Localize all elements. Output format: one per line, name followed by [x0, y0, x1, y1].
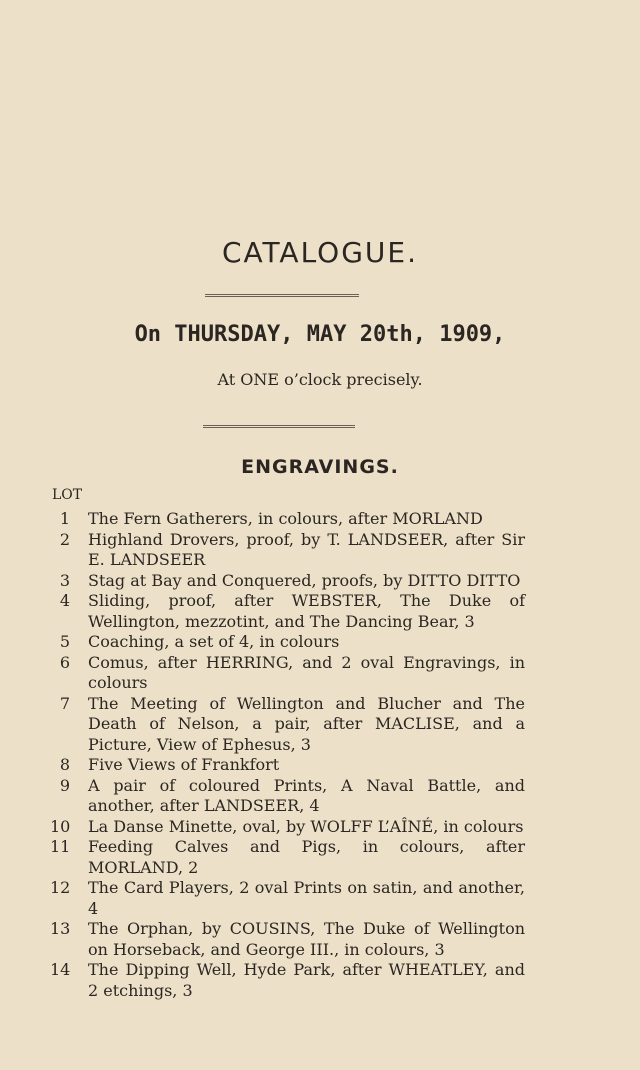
- lot-description: Feeding Calves and Pigs, in colours, after MORLAND, 2: [88, 837, 525, 877]
- lot-number: 10: [50, 816, 71, 836]
- lot-item: [50, 878, 525, 919]
- lot-list: [50, 509, 525, 1001]
- lot-description: The Card Players, 2 oval Prints on satin, and another, 4: [88, 878, 525, 918]
- lot-item: [50, 960, 525, 1001]
- lot-item: [50, 755, 525, 776]
- lot-number: 5: [59, 632, 70, 651]
- sale-date: On THURSDAY, MAY 20th, 1909,: [134, 322, 506, 347]
- lot-description: Stag at Bay and Conquered, proofs, by DITTO DITTO: [88, 570, 521, 590]
- lot-number: 3: [59, 570, 70, 590]
- section-rule: [203, 425, 355, 428]
- lot-number: 8: [59, 755, 70, 774]
- lot-description: La Danse Minette, oval, by WOLFF L’AÎNÉ, in colours: [88, 816, 524, 836]
- section-heading: ENGRAVINGS.: [241, 456, 399, 478]
- lot-description: The Orphan, by COUSINS, The Duke of Wellington on Horseback, and George III., in colours, 3: [88, 919, 525, 959]
- lot-column-label: LOT: [52, 487, 83, 503]
- lot-item: [50, 509, 525, 530]
- lot-description: The Meeting of Wellington and Blucher and The Death of Nelson, a pair, after MACLISE, and a Picture, View of Ephesus, 3: [88, 693, 525, 754]
- lot-item: [50, 653, 525, 694]
- lot-item: [50, 571, 525, 592]
- lot-number: 1: [59, 509, 70, 528]
- lot-number: 12: [50, 878, 71, 897]
- lot-number: 7: [59, 693, 70, 713]
- lot-description: The Dipping Well, Hyde Park, after WHEATLEY, and 2 etchings, 3: [88, 960, 525, 1000]
- lot-item: [50, 837, 525, 878]
- lot-description: Five Views of Frankfort: [88, 755, 280, 774]
- lot-item: [50, 776, 525, 817]
- lot-description: Coaching, a set of 4, in colours: [88, 632, 340, 651]
- lot-item: [50, 919, 525, 960]
- lot-number: 6: [59, 652, 70, 672]
- lot-number: 4: [59, 591, 70, 610]
- lot-description: Sliding, proof, after WEBSTER, The Duke of Wellington, mezzotint, and The Dancing Bear, 3: [88, 591, 525, 631]
- lot-item: [50, 817, 525, 838]
- sale-time: At ONE o’clock precisely.: [217, 370, 423, 389]
- lot-item: [50, 591, 525, 632]
- lot-number: 13: [50, 919, 71, 938]
- lot-description: A pair of coloured Prints, A Naval Battle, and another, after LANDSEER, 4: [88, 775, 525, 815]
- lot-item: [50, 694, 525, 756]
- lot-number: 9: [59, 775, 70, 795]
- lot-item: [50, 632, 525, 653]
- lot-number: 2: [59, 529, 70, 549]
- title-rule: [205, 294, 359, 297]
- lot-description: The Fern Gatherers, in colours, after MORLAND: [88, 509, 483, 528]
- lot-number: 14: [50, 960, 71, 979]
- lot-number: 11: [50, 837, 71, 856]
- lot-item: [50, 530, 525, 571]
- lot-description: Highland Drovers, proof, by T. LANDSEER, after Sir E. LANDSEER: [88, 529, 525, 569]
- catalogue-title: CATALOGUE.: [221, 236, 419, 269]
- lot-description: Comus, after HERRING, and 2 oval Engravings, in colours: [88, 652, 525, 692]
